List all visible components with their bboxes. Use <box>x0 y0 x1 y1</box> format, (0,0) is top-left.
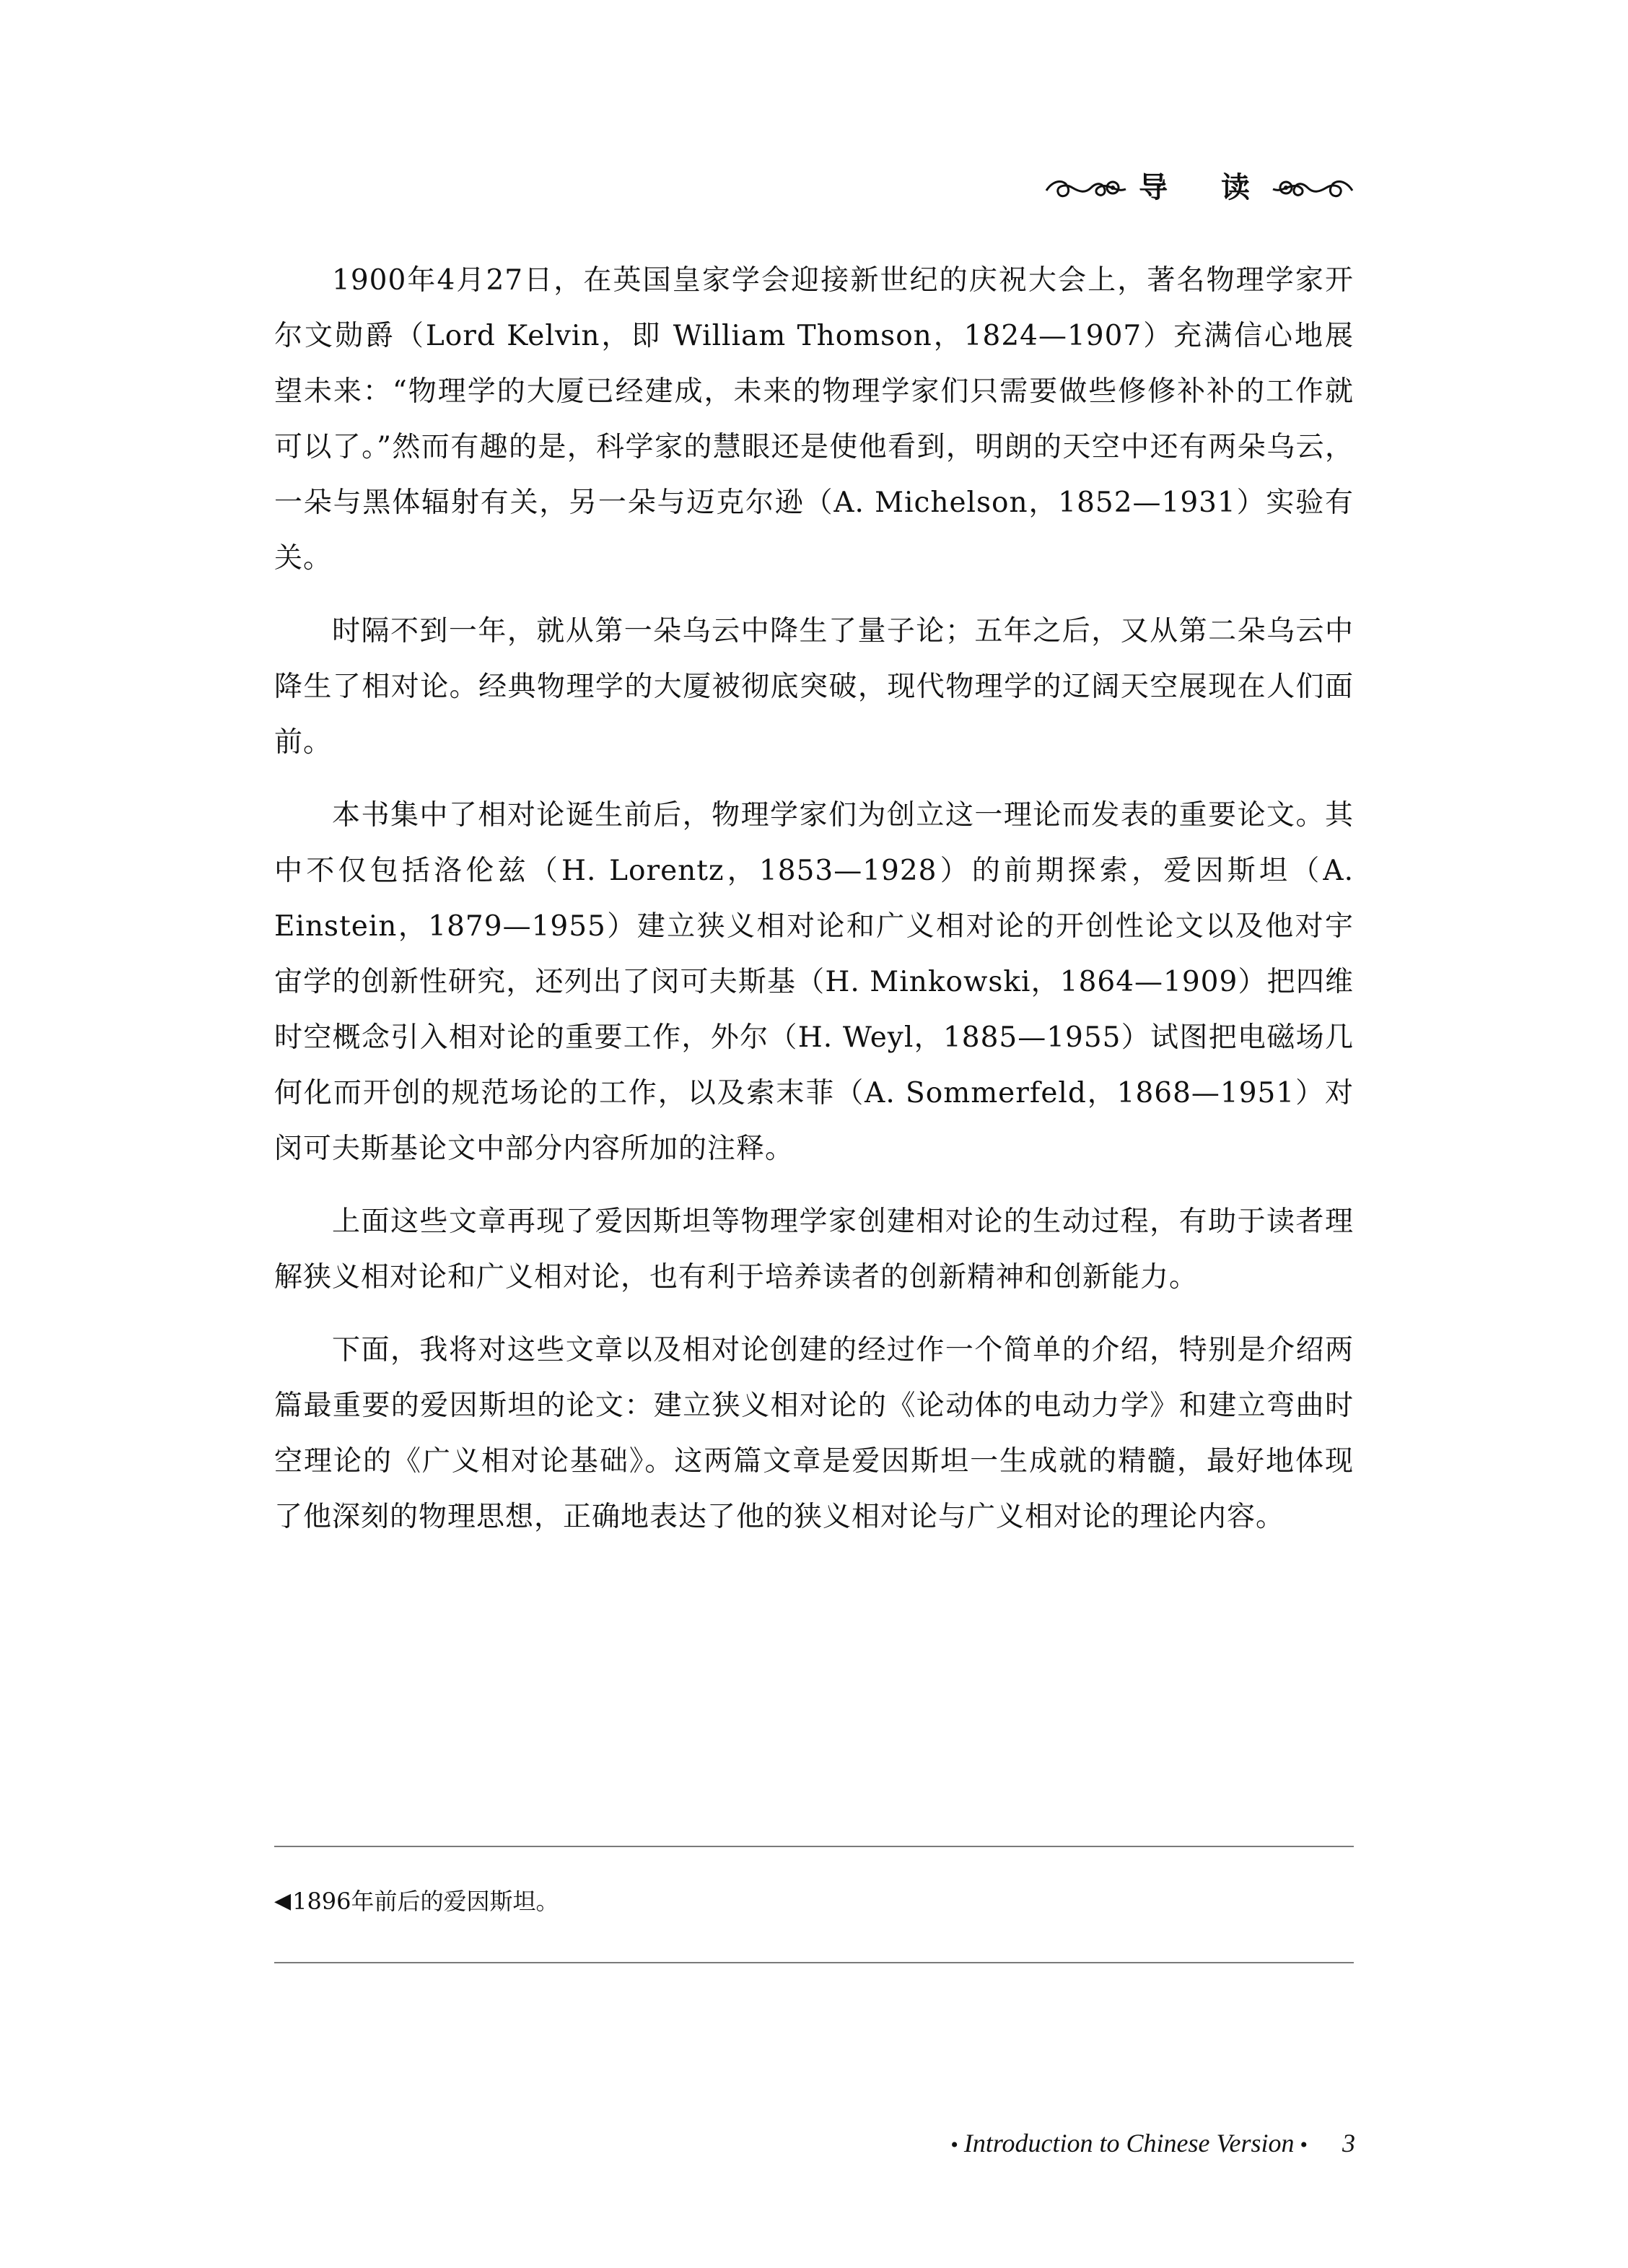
paragraph-book-contents: 本书集中了相对论诞生前后，物理学家们为创立这一理论而发表的重要论文。其中不仅包括洛伦兹（H. Lorentz，1853—1928）的前期探索，爱因斯坦（A. Einstein，1879—1955）建立狭义相对论和广义相对论的开创性论文以及他对宇宙学的创新性研究，还列出了闵可夫斯基（H. Minkowski，1864—1909）把四维时空概念引入相对论的重要工作，外尔（H. Weyl，1885—1955）试图把电磁场几何化而开创的规范场论的工作，以及索末菲（A. Sommerfeld，1868—1951）对闵可夫斯基论文中部分内容所加的注释。 <box>274 799 1354 1165</box>
running-header <box>1043 172 1355 204</box>
caption-arrow-icon: ◀ <box>274 1888 292 1914</box>
running-header-title: 导 读 <box>1139 170 1272 204</box>
caption-text: 1896年前后的爱因斯坦。 <box>292 1888 559 1915</box>
page-number: 3 <box>1342 2129 1355 2158</box>
scroll-ornament-right-icon <box>1270 172 1355 204</box>
figure-caption <box>274 1885 559 1917</box>
footer-title: Introduction to Chinese Version <box>963 2129 1295 2158</box>
running-footer <box>945 2128 1355 2158</box>
body-text <box>274 253 1354 1562</box>
paragraph-kelvin-two-clouds: 1900年4月27日，在英国皇家学会迎接新世纪的庆祝大会上，著名物理学家开尔文勋爵（Lord Kelvin，即 William Thomson，1824—1907）充满信心地展望未来：“物理学的大厦已经建成，未来的物理学家们只需要做些修修补补的工作就可以了。”然而有趣的是，科学家的慧眼还是使他看到，明朗的天空中还有两朵乌云，一朵与黑体辐射有关，另一朵与迈克尔逊（A. Michelson，1852—1931）实验有关。 <box>274 264 1354 575</box>
paragraph-book-purpose: 上面这些文章再现了爱因斯坦等物理学家创建相对论的生动过程，有助于读者理解狭义相对论和广义相对论，也有利于培养读者的创新精神和创新能力。 <box>274 1205 1354 1294</box>
caption-rule-bottom <box>274 1962 1354 1963</box>
paragraph-two-papers: 下面，我将对这些文章以及相对论创建的经过作一个简单的介绍，特别是介绍两篇最重要的爱因斯坦的论文：建立狭义相对论的《论动体的电动力学》和建立弯曲时空理论的《广义相对论基础》。这两篇文章是爱因斯坦一生成就的精髓，最好地体现了他深刻的物理思想，正确地表达了他的狭义相对论与广义相对论的理论内容。 <box>274 1334 1354 1533</box>
footer-bullet-right: • <box>1300 2133 1308 2157</box>
footer-bullet-left: • <box>950 2133 958 2157</box>
scroll-ornament-left-icon <box>1043 172 1129 204</box>
caption-rule-top <box>274 1846 1354 1847</box>
paragraph-quantum-relativity-birth: 时隔不到一年，就从第一朵乌云中降生了量子论；五年之后，又从第二朵乌云中降生了相对论。经典物理学的大厦被彻底突破，现代物理学的辽阔天空展现在人们面前。 <box>274 615 1354 759</box>
